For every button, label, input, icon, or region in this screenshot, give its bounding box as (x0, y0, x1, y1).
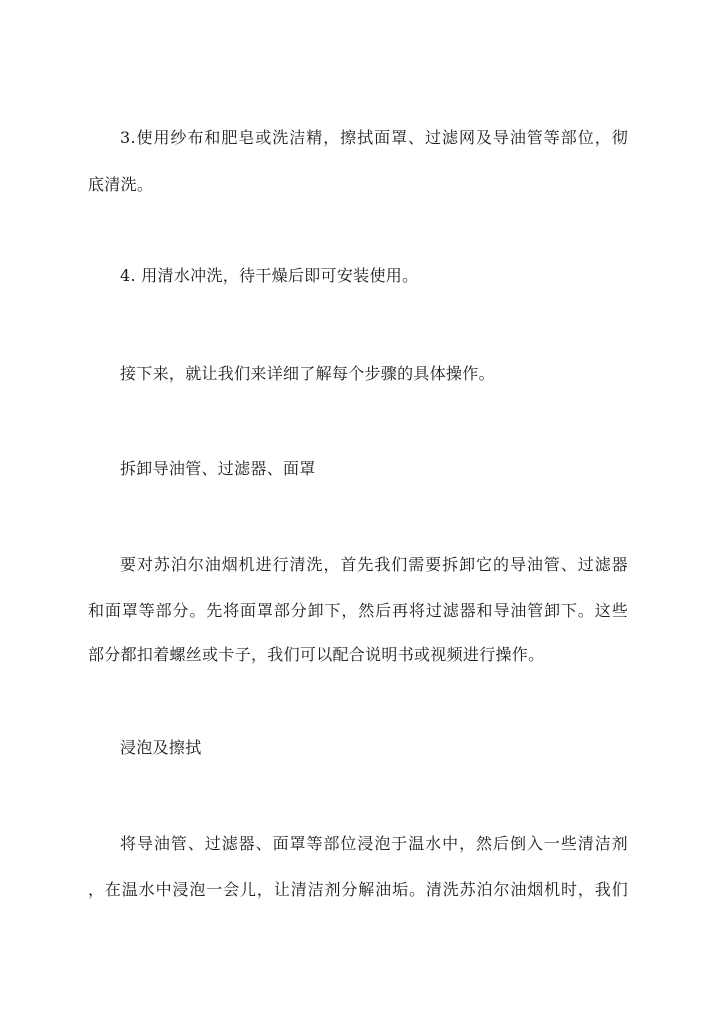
paragraph-intro-line1: 接下来，就让我们来详细了解每个步骤的具体操作。 (120, 364, 495, 383)
paragraph-disassembly-line3: 部分都扣着螺丝或卡子，我们可以配合说明书或视频进行操作。 (88, 645, 545, 664)
section-heading-soak-wipe: 浸泡及擦拭 (120, 738, 202, 757)
paragraph-soak-line2: ，在温水中浸泡一会儿，让清洁剂分解油垢。清洗苏泊尔油烟机时，我们 (88, 880, 628, 899)
paragraph-step4-line1: 4. 用清水冲洗，待干燥后即可安装使用。 (120, 266, 419, 285)
paragraph-disassembly-line1: 要对苏泊尔油烟机进行清洗，首先我们需要拆卸它的导油管、过滤器 (120, 555, 628, 574)
paragraph-soak-line1: 将导油管、过滤器、面罩等部位浸泡于温水中，然后倒入一些清洁剂 (120, 834, 628, 853)
paragraph-step3-line1: 3.使用纱布和肥皂或洗洁精，擦拭面罩、过滤网及导油管等部位，彻 (120, 128, 628, 147)
paragraph-disassembly-line2: 和面罩等部分。先将面罩部分卸下，然后再将过滤器和导油管卸下。这些 (88, 601, 628, 620)
paragraph-step3-line2: 底清洗。 (88, 175, 154, 194)
section-heading-disassembly: 拆卸导油管、过滤器、面罩 (120, 459, 316, 478)
